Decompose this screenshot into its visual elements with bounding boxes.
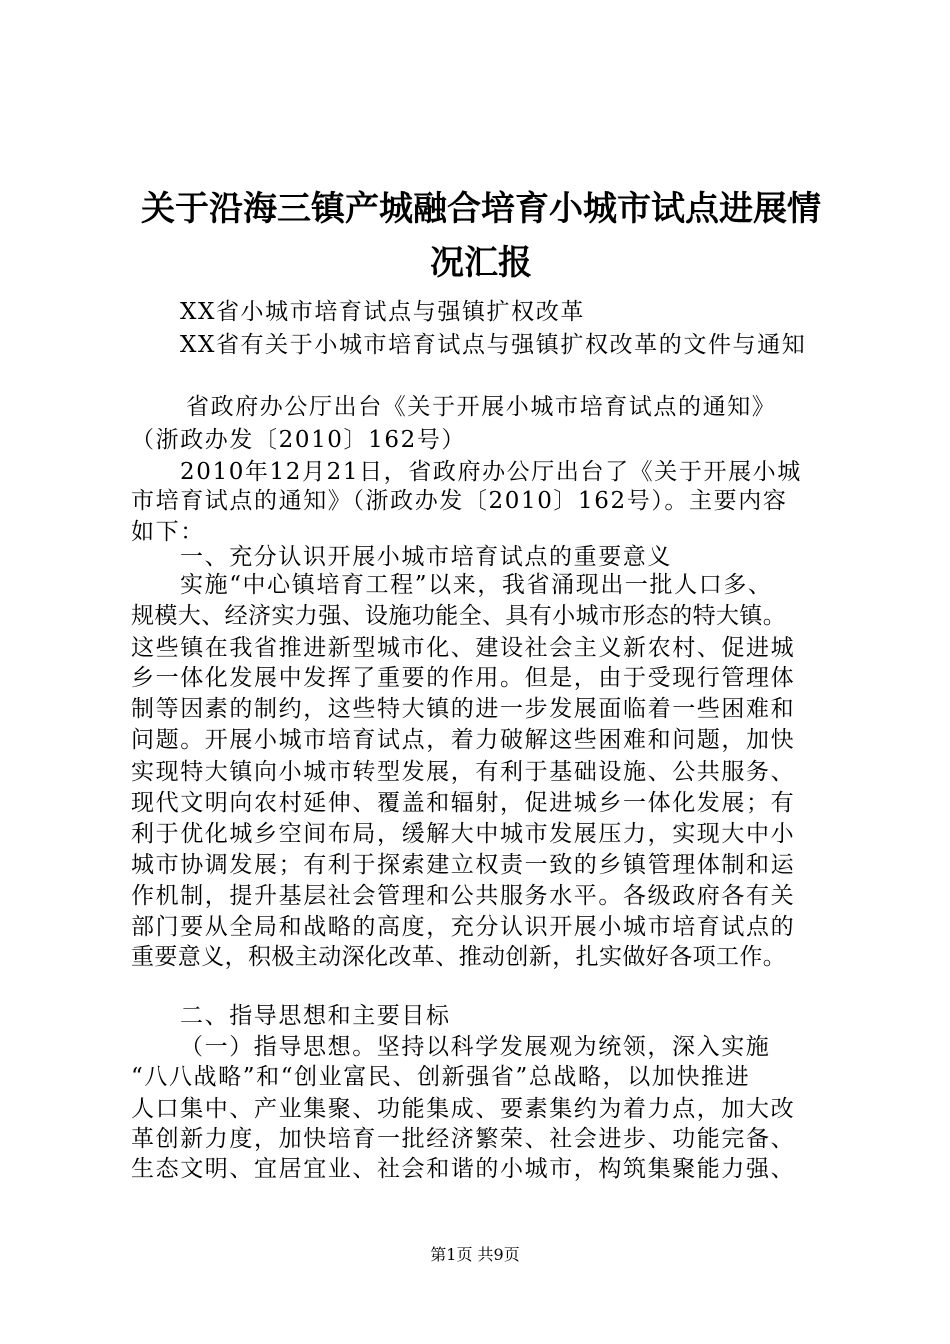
page-number-footer: 第1页 共9页	[430, 1245, 520, 1264]
body-line: XX省小城市培育试点与强镇扩权改革	[180, 299, 585, 325]
body-line: 这些镇在我省推进新型城市化、建设社会主义新农村、促进城	[131, 635, 796, 661]
body-line: 省政府办公厅出台《关于开展小城市培育试点的通知》	[186, 394, 777, 420]
body-line: （浙政办发〔2010〕162号）	[131, 427, 467, 453]
body-line: 人口集中、产业集聚、功能集成、要素集约为着力点，加大改	[131, 1096, 796, 1122]
body-line: 利于优化城乡空间布局，缓解大中城市发展压力，实现大中小	[131, 821, 796, 847]
document-title	[128, 182, 834, 290]
body-line: 生态文明、宜居宜业、社会和谐的小城市，构筑集聚能力强、	[131, 1156, 796, 1182]
body-line: 作机制，提升基层社会管理和公共服务水平。各级政府各有关	[131, 883, 796, 909]
title-line-1: 关于沿海三镇产城融合培育小城市试点进展情	[141, 189, 821, 229]
body-line: 革创新力度，加快培育一批经济繁荣、社会进步、功能完备、	[131, 1126, 796, 1152]
section-heading: 二、指导思想和主要目标	[180, 1003, 451, 1029]
body-line: 市培育试点的通知》（浙政办发〔2010〕162号）。主要内容	[131, 488, 788, 514]
body-line: 实现特大镇向小城市转型发展，有利于基础设施、公共服务、	[131, 759, 796, 785]
body-line: “八八战略”和“创业富民、创新强省”总战略，以加快推进	[131, 1064, 751, 1090]
body-line: 乡一体化发展中发挥了重要的作用。但是，由于受现行管理体	[131, 665, 796, 691]
body-line: 问题。开展小城市培育试点，着力破解这些困难和问题，加快	[131, 727, 796, 753]
title-line-2: 况汇报	[430, 243, 532, 283]
body-line: 实施“中心镇培育工程”以来，我省涌现出一批人口多、	[180, 572, 773, 598]
body-line: （一）指导思想。坚持以科学发展观为统领，深入实施	[180, 1034, 771, 1060]
body-line: 制等因素的制约，这些特大镇的进一步发展面临着一些困难和	[131, 696, 796, 722]
body-line: 规模大、经济实力强、设施功能全、具有小城市形态的特大镇。	[131, 603, 787, 629]
body-line: 如下：	[131, 519, 205, 545]
body-line: 现代文明向农村延伸、覆盖和辐射，促进城乡一体化发展；有	[131, 790, 796, 816]
body-line: 2010年12月21日，省政府办公厅出台了《关于开展小城	[180, 459, 802, 485]
body-line: 城市协调发展；有利于探索建立权责一致的乡镇管理体制和运	[131, 852, 796, 878]
section-heading: 一、充分认识开展小城市培育试点的重要意义	[180, 544, 672, 570]
body-line: 重要意义，积极主动深化改革、推动创新，扎实做好各项工作。	[131, 944, 787, 970]
body-line: 部门要从全局和战略的高度，充分认识开展小城市培育试点的	[131, 914, 796, 940]
body-line: XX省有关于小城市培育试点与强镇扩权改革的文件与通知	[180, 332, 807, 358]
